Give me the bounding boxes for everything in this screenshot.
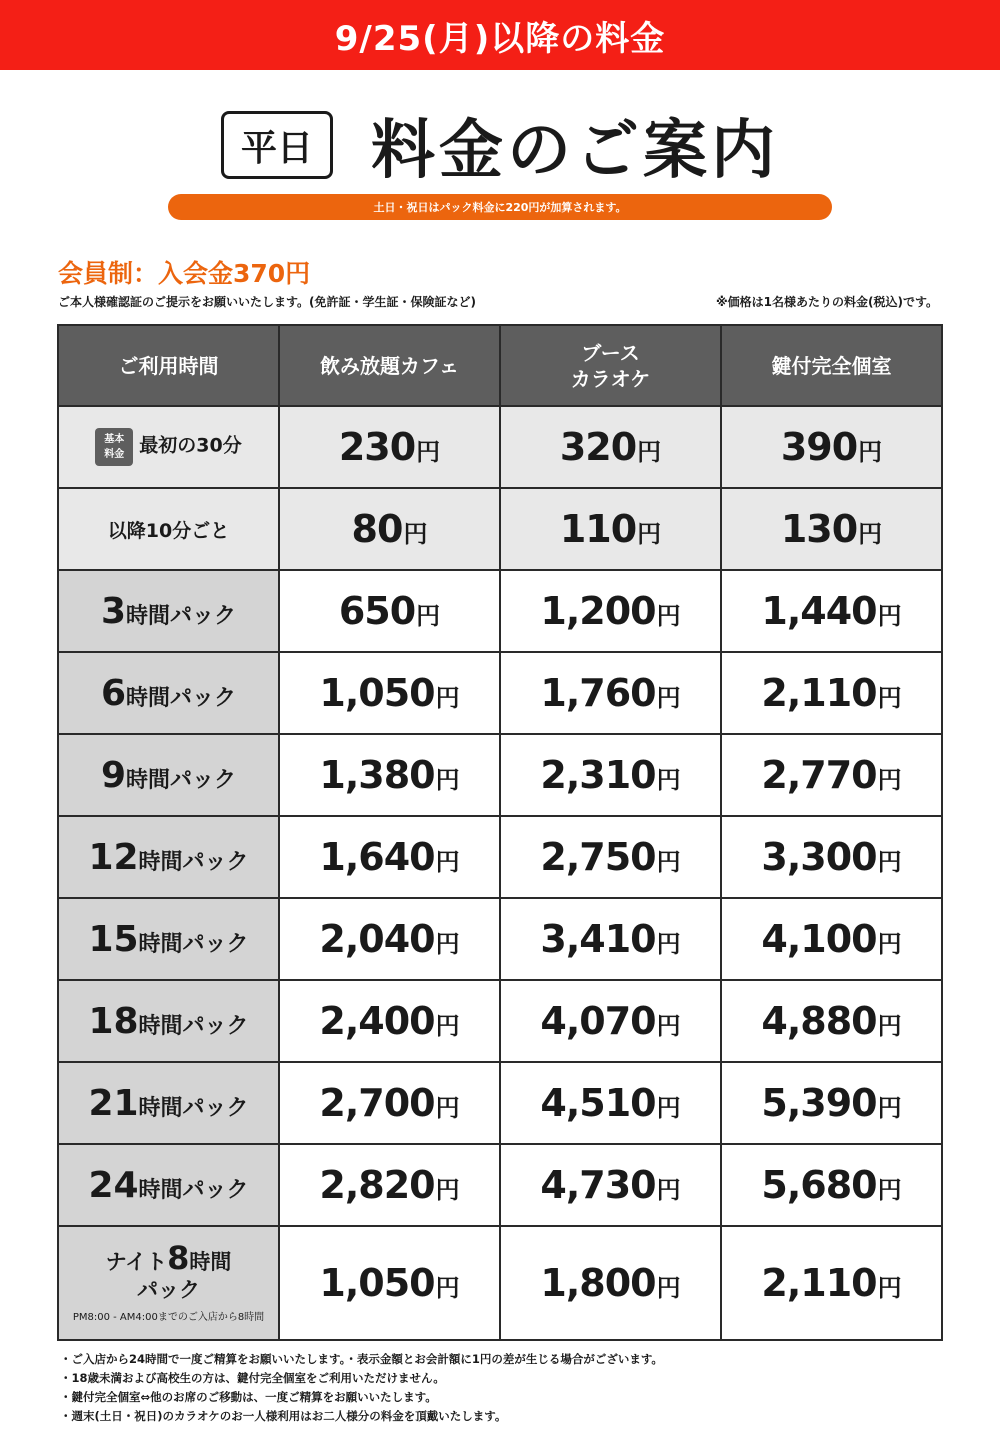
yen-unit: 円 [877, 684, 902, 712]
price-value: 1,050 [319, 1261, 435, 1305]
price-value: 2,110 [761, 671, 877, 715]
table-row [58, 980, 942, 1062]
price-value: 2,110 [761, 1261, 877, 1305]
pack-unit: 時間パック [138, 1095, 249, 1121]
table-row [58, 1062, 942, 1144]
yen-unit: 円 [403, 520, 428, 548]
price-value: 5,680 [761, 1163, 877, 1207]
pack-unit: 時間パック [126, 767, 237, 793]
row-label [58, 652, 279, 734]
yen-unit: 円 [656, 684, 681, 712]
price-cell [721, 734, 942, 816]
price-cell [279, 1062, 500, 1144]
pack-unit: 時間パック [138, 1177, 249, 1203]
price-value: 3,300 [761, 835, 877, 879]
yen-unit: 円 [435, 766, 460, 794]
price-value: 1,800 [540, 1261, 656, 1305]
price-cell [279, 1144, 500, 1226]
header-usage-time: ご利用時間 [58, 325, 279, 406]
price-cell [500, 488, 721, 570]
night-hours: 8 [167, 1238, 190, 1277]
top-banner [0, 0, 1000, 70]
night-unit: 時間 [189, 1249, 232, 1274]
price-cell [721, 980, 942, 1062]
price-cell [721, 1062, 942, 1144]
price-value: 2,700 [319, 1081, 435, 1125]
price-value: 2,820 [319, 1163, 435, 1207]
price-value: 320 [559, 425, 637, 469]
weekday-label: 平日 [221, 111, 333, 179]
table-row [58, 652, 942, 734]
row-label-text: 以降10分ごと [107, 519, 230, 542]
badge-line: 料金 [104, 449, 125, 460]
price-value: 1,640 [319, 835, 435, 879]
yen-unit: 円 [877, 602, 902, 630]
pack-hours: 9 [100, 754, 127, 796]
yen-unit: 円 [656, 602, 681, 630]
footnote: ・鍵付完全個室⇔他のお席のご移動は、一度ご精算をお願いいたします。 [60, 1390, 437, 1404]
night-prefix: ナイト [105, 1249, 168, 1274]
price-value: 1,380 [319, 753, 435, 797]
yen-unit: 円 [877, 1012, 902, 1040]
pack-unit: 時間パック [138, 931, 249, 957]
yen-unit: 円 [877, 1176, 902, 1204]
footnote: ・週末(土日・祝日)のカラオケのお一人様利用はお二人様分の料金を頂戴いたします。 [60, 1409, 507, 1423]
price-cell [279, 816, 500, 898]
price-cell [721, 816, 942, 898]
yen-unit: 円 [637, 438, 662, 466]
price-cell [500, 1062, 721, 1144]
price-value: 2,040 [319, 917, 435, 961]
yen-unit: 円 [435, 930, 460, 958]
row-label [58, 1062, 279, 1144]
price-value: 4,070 [540, 999, 656, 1043]
footnote: ・ご入店から24時間で一度ご精算をお願いいたします。・表示金額とお会計額に1円の差が生じる場合がございます。 [60, 1352, 663, 1366]
price-cell [279, 652, 500, 734]
table-row [58, 734, 942, 816]
price-value: 650 [338, 589, 416, 633]
price-cell [279, 898, 500, 980]
row-label [58, 816, 279, 898]
price-value: 2,400 [319, 999, 435, 1043]
price-cell [279, 570, 500, 652]
yen-unit: 円 [656, 930, 681, 958]
price-value: 390 [780, 425, 858, 469]
price-value: 4,880 [761, 999, 877, 1043]
price-cell [721, 488, 942, 570]
price-cell [500, 570, 721, 652]
price-value: 5,390 [761, 1081, 877, 1125]
price-value: 3,410 [540, 917, 656, 961]
pack-hours: 24 [88, 1164, 139, 1206]
table-row [58, 488, 942, 570]
table-row-night [58, 1226, 942, 1340]
row-label [58, 1144, 279, 1226]
yen-unit: 円 [637, 520, 662, 548]
footnote: ・18歳未満および高校生の方は、鍵付完全個室をご利用いただけません。 [60, 1371, 445, 1385]
row-label [58, 570, 279, 652]
yen-unit: 円 [656, 1094, 681, 1122]
price-cell [721, 570, 942, 652]
yen-unit: 円 [435, 1176, 460, 1204]
tax-note: ※価格は1名様あたりの料金(税込)です。 [715, 295, 938, 309]
yen-unit: 円 [877, 930, 902, 958]
membership-fee: 会員制：入会金370円 [58, 259, 311, 288]
page-title: 料金のご案内 [371, 114, 779, 188]
table-row [58, 898, 942, 980]
table-row [58, 406, 942, 488]
table-row [58, 570, 942, 652]
price-value: 80 [351, 507, 403, 551]
row-label [58, 406, 279, 488]
yen-unit: 円 [435, 1094, 460, 1122]
pack-unit: 時間パック [126, 603, 237, 629]
price-cell [500, 1144, 721, 1226]
price-value: 4,100 [761, 917, 877, 961]
price-value: 1,050 [319, 671, 435, 715]
yen-unit: 円 [435, 684, 460, 712]
header-karaoke: ブース カラオケ [500, 325, 721, 406]
pack-hours: 6 [100, 672, 127, 714]
header-private-room: 鍵付完全個室 [721, 325, 942, 406]
yen-unit: 円 [416, 438, 441, 466]
price-value: 1,440 [761, 589, 877, 633]
row-label [58, 980, 279, 1062]
price-value: 1,200 [540, 589, 656, 633]
table-header-row [58, 325, 942, 406]
night-pack-line2: パック [137, 1277, 200, 1302]
row-label [58, 1226, 279, 1340]
night-pack-title [59, 1238, 278, 1277]
yen-unit: 円 [858, 520, 883, 548]
yen-unit: 円 [435, 1012, 460, 1040]
price-cell [279, 488, 500, 570]
price-cell [279, 406, 500, 488]
pack-unit: 時間パック [138, 1013, 249, 1039]
price-cell [721, 652, 942, 734]
pack-unit: 時間パック [126, 685, 237, 711]
price-cell [721, 1226, 942, 1340]
price-value: 130 [780, 507, 858, 551]
price-cell [721, 1144, 942, 1226]
pack-hours: 15 [88, 918, 139, 960]
price-cell [279, 734, 500, 816]
badge-line: 基本 [104, 434, 125, 445]
heading-row [0, 100, 1000, 190]
yen-unit: 円 [656, 1176, 681, 1204]
banner-text: 9/25(月)以降の料金 [334, 18, 666, 59]
price-cell [500, 1226, 721, 1340]
price-value: 4,510 [540, 1081, 656, 1125]
yen-unit: 円 [656, 1274, 681, 1302]
price-cell [500, 652, 721, 734]
yen-unit: 円 [656, 766, 681, 794]
price-cell [500, 980, 721, 1062]
price-cell [500, 734, 721, 816]
price-value: 2,310 [540, 753, 656, 797]
price-cell [500, 816, 721, 898]
price-value: 2,770 [761, 753, 877, 797]
price-table [57, 324, 943, 1341]
price-value: 4,730 [540, 1163, 656, 1207]
yen-unit: 円 [656, 1012, 681, 1040]
yen-unit: 円 [435, 1274, 460, 1302]
table-row [58, 1144, 942, 1226]
header-cafe: 飲み放題カフェ [279, 325, 500, 406]
pack-unit: 時間パック [138, 849, 249, 875]
price-cell [500, 406, 721, 488]
table-row [58, 816, 942, 898]
footnotes [60, 1350, 940, 1426]
price-cell [279, 980, 500, 1062]
price-value: 110 [559, 507, 637, 551]
price-cell [721, 898, 942, 980]
night-pack-hours-note: PM8:00 - AM4:00までのご入店から8時間 [72, 1311, 265, 1323]
price-cell [500, 898, 721, 980]
weekend-surcharge-notice: 土日・祝日はパック料金に220円が加算されます。 [168, 194, 832, 220]
yen-unit: 円 [656, 848, 681, 876]
yen-unit: 円 [416, 602, 441, 630]
pack-hours: 3 [100, 590, 127, 632]
row-label-text: 最初の30分 [139, 434, 242, 457]
basic-fee-badge [95, 428, 133, 466]
yen-unit: 円 [877, 848, 902, 876]
price-value: 230 [338, 425, 416, 469]
row-label [58, 898, 279, 980]
id-note: ご本人様確認証のご提示をお願いいたします。(免許証・学生証・保険証など) [58, 295, 477, 309]
price-value: 1,760 [540, 671, 656, 715]
pack-hours: 21 [88, 1082, 139, 1124]
pack-hours: 18 [88, 1000, 139, 1042]
price-value: 2,750 [540, 835, 656, 879]
yen-unit: 円 [858, 438, 883, 466]
price-cell [279, 1226, 500, 1340]
row-label [58, 488, 279, 570]
price-cell [721, 406, 942, 488]
yen-unit: 円 [435, 848, 460, 876]
row-label [58, 734, 279, 816]
pack-hours: 12 [88, 836, 139, 878]
yen-unit: 円 [877, 1274, 902, 1302]
yen-unit: 円 [877, 766, 902, 794]
yen-unit: 円 [877, 1094, 902, 1122]
